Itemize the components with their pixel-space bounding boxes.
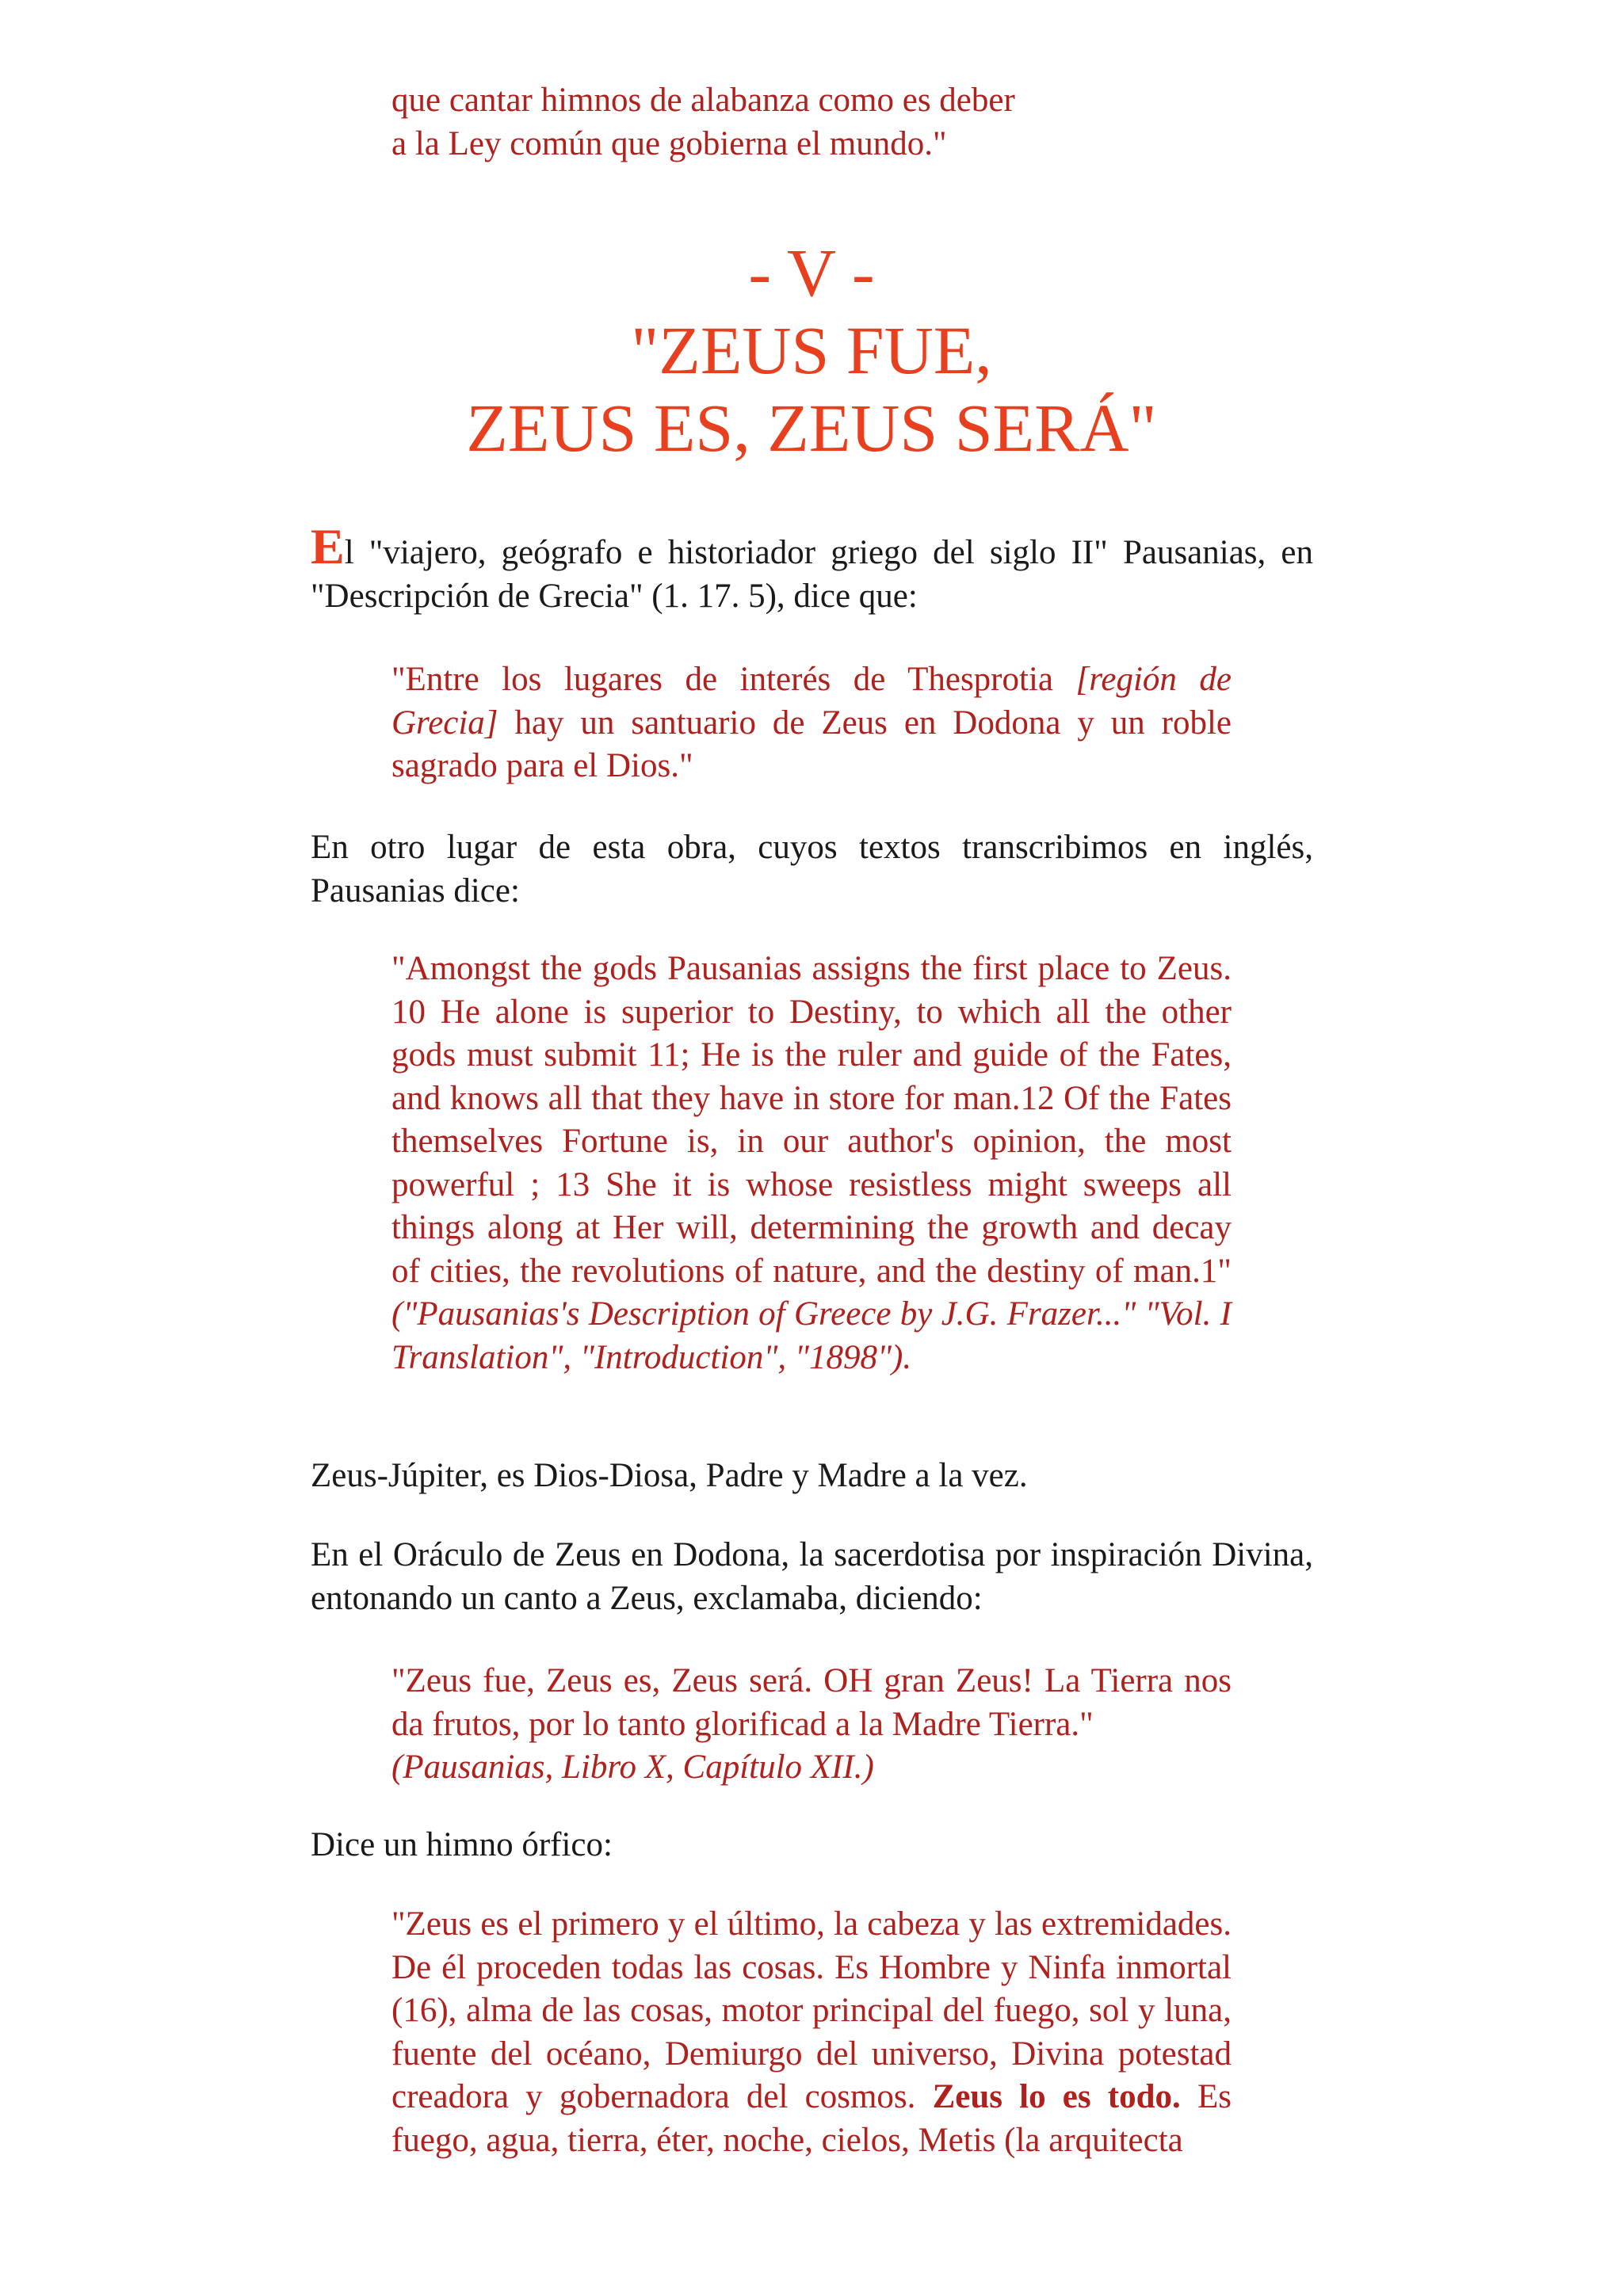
- chapter-heading: [0, 234, 1623, 467]
- top-quote-line-1: que cantar himnos de alabanza como es deber: [391, 82, 1015, 119]
- paragraph-intro-text: l "viajero, geógrafo e historiador griego del siglo II" Pausanias, en "Descripción de Grecia" (1. 17. 5), dice que:: [311, 534, 1313, 615]
- paragraph-oracle: [311, 1534, 1313, 1620]
- top-quote: [391, 79, 1232, 166]
- quote-frazer-text: "Amongst the gods Pausanias assigns the first place to Zeus. 10 He alone is superior to Destiny, to which all the other gods must submit 11; He is the ruler and guide of the Fates, and knows all that they have in store for man.12 Of the Fates themselves Fortune is, in our author's opinion, the most powerful ; 13 She it is whose resistless might sweeps all things along at Her will, determining the growth and decay of cities, the revolutions of nature, and the destiny of man.1": [391, 950, 1232, 1290]
- paragraph-english-note-text: En otro lugar de esta obra, cuyos textos transcribimos en inglés, Pausanias dice:: [311, 829, 1313, 910]
- paragraph-zeus-jupiter: [311, 1455, 1313, 1498]
- quote-thesprotia-text-2: hay un santuario de Zeus en Dodona y un roble sagrado para el Dios.": [391, 704, 1232, 784]
- paragraph-zeus-jupiter-text: Zeus-Júpiter, es Dios-Diosa, Padre y Madre a la vez.: [311, 1457, 1028, 1494]
- paragraph-orphic-intro: [311, 1824, 1313, 1867]
- chapter-title-line-2: ZEUS ES, ZEUS SERÁ": [466, 390, 1157, 466]
- paragraph-orphic-intro-text: Dice un himno órfico:: [311, 1826, 613, 1863]
- quote-orphic-text-2: Es fuego, agua, tierra, éter, noche, cielos, Metis (la arquitecta: [391, 2078, 1232, 2159]
- paragraph-oracle-text: En el Oráculo de Zeus en Dodona, la sacerdotisa por inspiración Divina, entonando un canto a Zeus, exclamaba, diciendo:: [311, 1536, 1313, 1617]
- quote-oracle-text: "Zeus fue, Zeus es, Zeus será. OH gran Zeus! La Tierra nos da frutos, por lo tanto glorificad a la Madre Tierra.": [391, 1662, 1232, 1743]
- quote-thesprotia: [391, 658, 1232, 788]
- quote-frazer-citation: ("Pausanias's Description of Greece by J.G. Frazer..." "Vol. I Translation", "Introduction", "1898").: [391, 1295, 1232, 1376]
- top-quote-line-2: a la Ley común que gobierna el mundo.": [391, 124, 947, 162]
- drop-cap: E: [311, 518, 345, 574]
- paragraph-english-note: [311, 826, 1313, 913]
- quote-oracle: [391, 1660, 1232, 1790]
- quote-orphic-emphasis: Zeus lo es todo.: [932, 2078, 1181, 2115]
- quote-orphic-text-1: "Zeus es el primero y el último, la cabeza y las extremidades. De él proceden todas las cosas. Es Hombre y Ninfa inmortal (16), alma de las cosas, motor principal del fuego, sol y luna, fuente del océano, Demiurgo del universo, Divina potestad creadora y gobernadora del cosmos.: [391, 1905, 1232, 2115]
- chapter-title-line-1: "ZEUS FUE,: [631, 312, 992, 388]
- quote-orphic-hymn: [391, 1903, 1232, 2162]
- quote-thesprotia-text-1: "Entre los lugares de interés de Thesprotia: [391, 661, 1076, 698]
- quote-thesprotia-note: [región de Grecia]: [391, 661, 1232, 742]
- paragraph-intro: [311, 518, 1313, 618]
- chapter-numeral: - V -: [748, 235, 875, 311]
- quote-frazer: [391, 948, 1232, 1379]
- quote-oracle-citation: (Pausanias, Libro X, Capítulo XII.): [391, 1749, 874, 1786]
